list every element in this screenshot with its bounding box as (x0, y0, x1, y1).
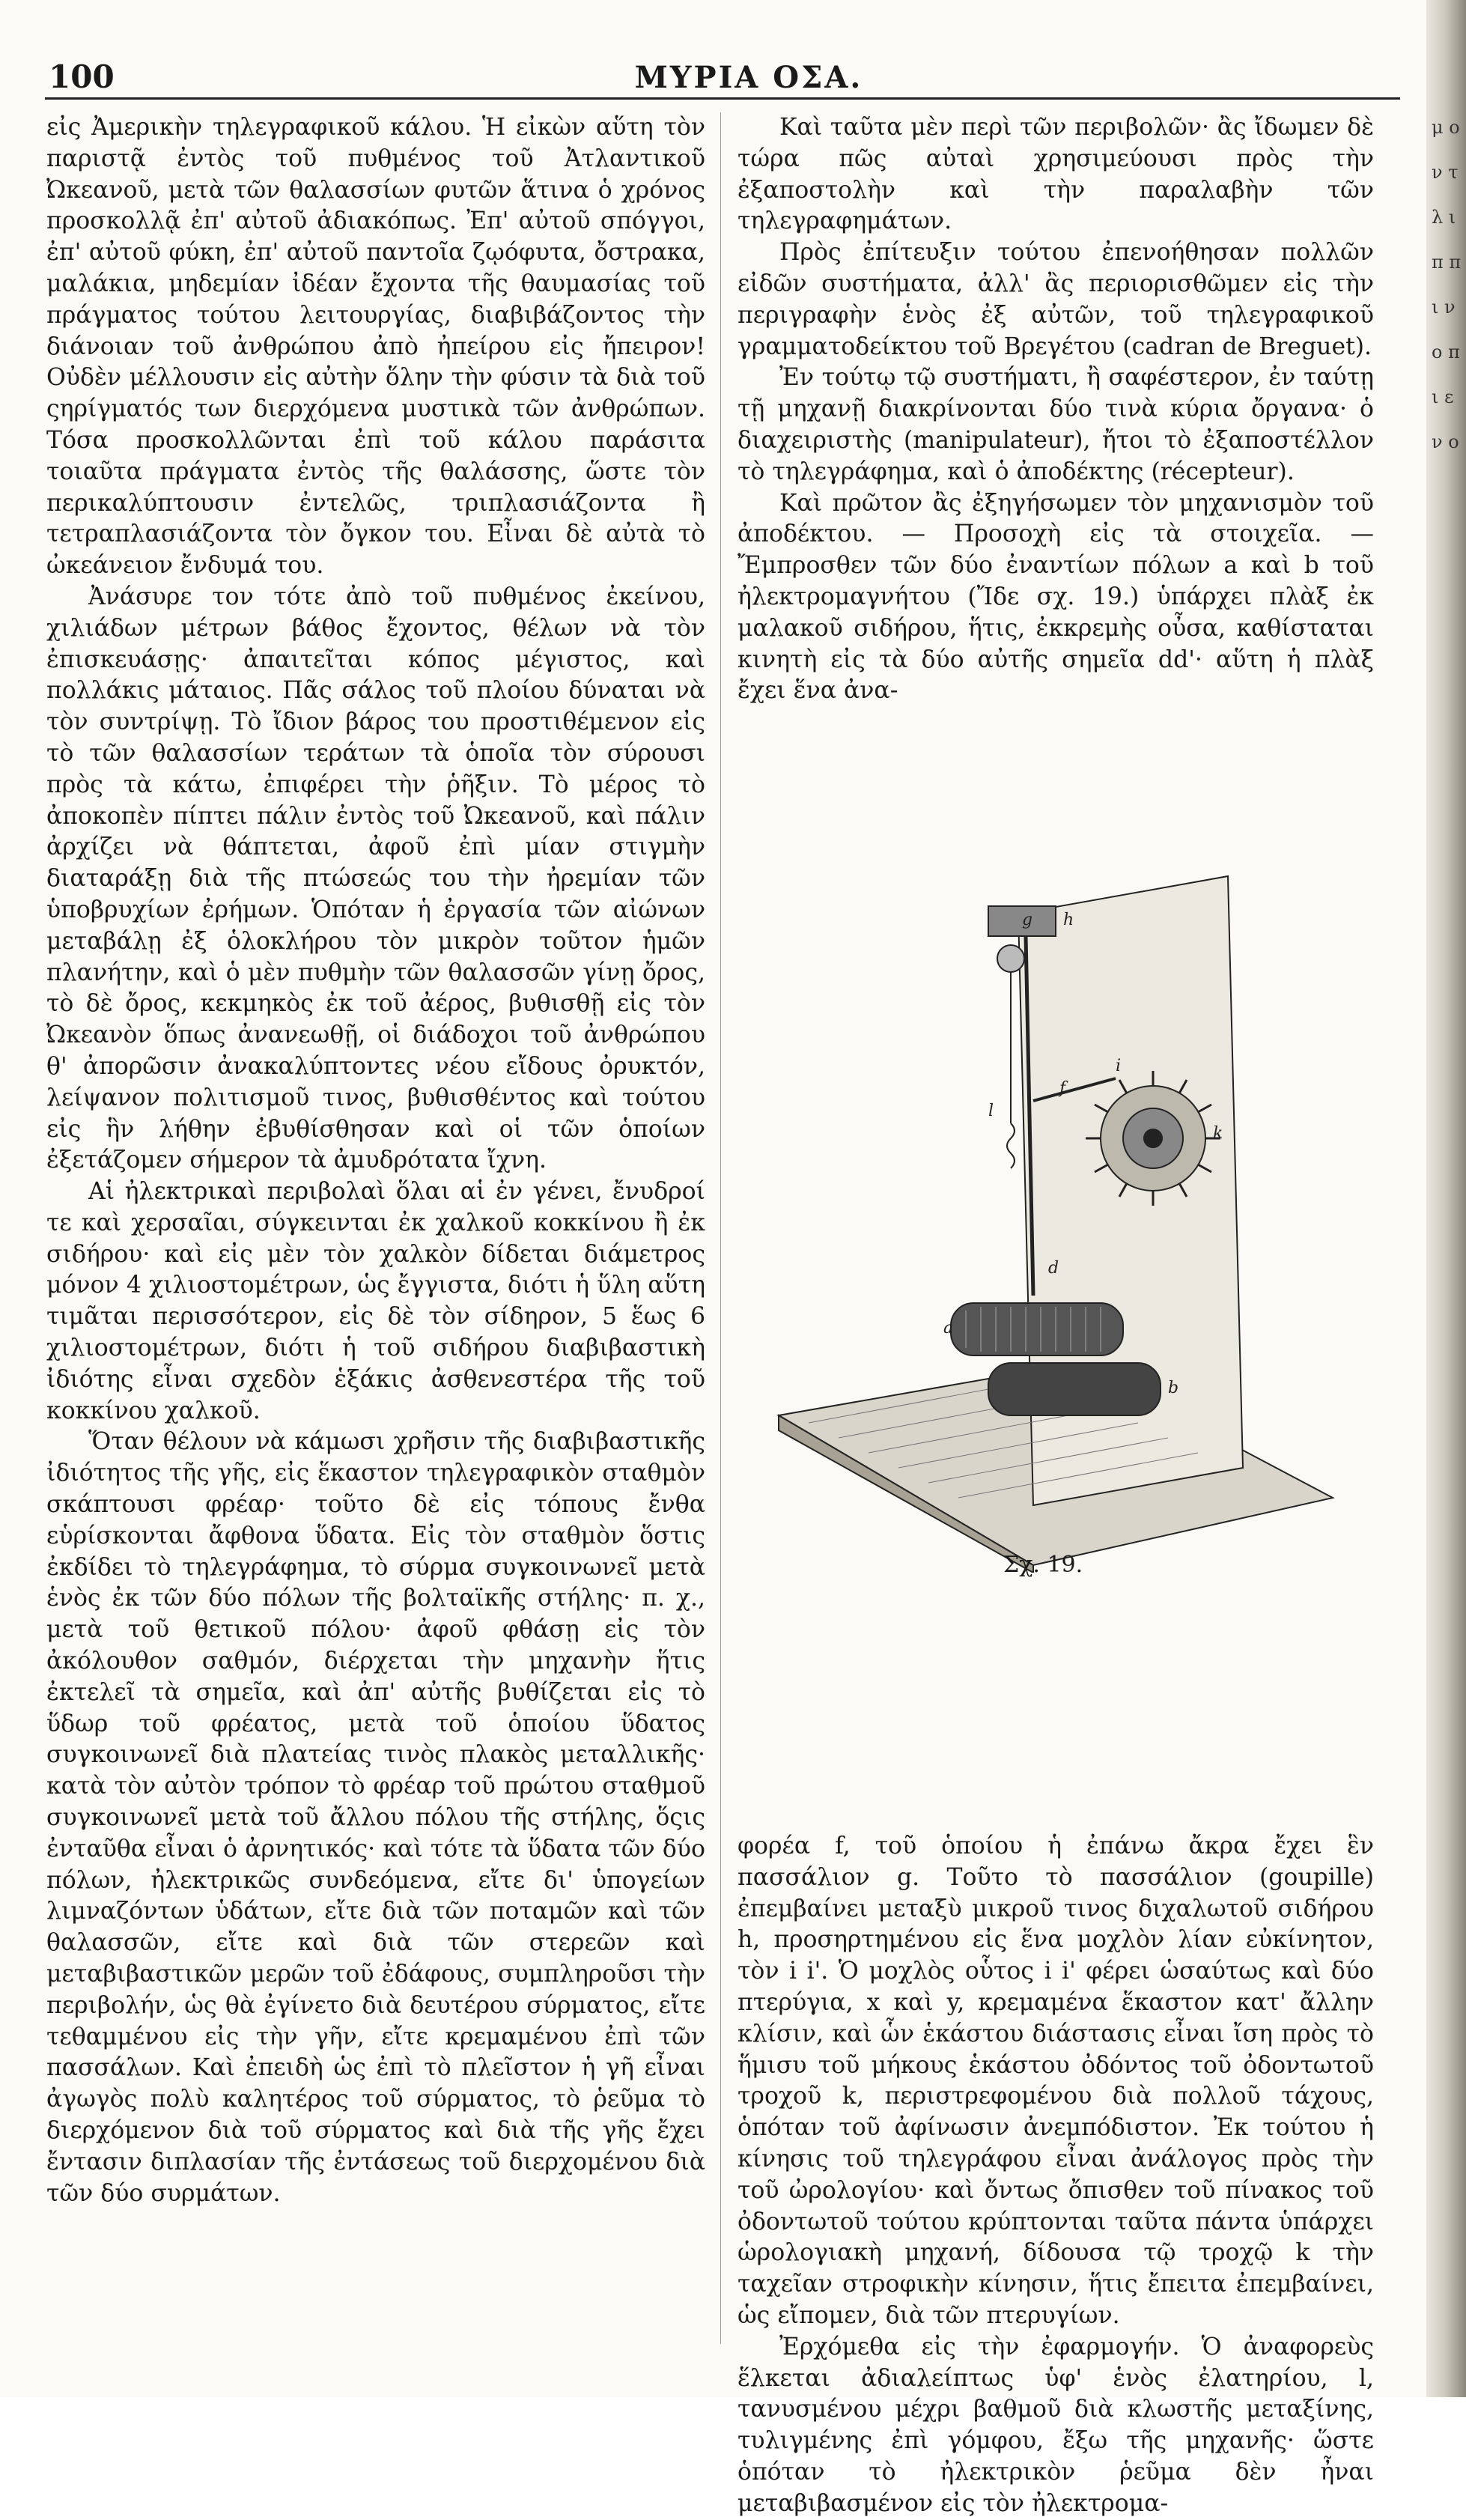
column-divider (720, 112, 721, 2344)
label-d: d (1048, 1259, 1059, 1278)
paragraph: Ἐν τούτῳ τῷ συστήματι, ἢ σαφέστερον, ἐν ταύτῃ τῇ μηχανῇ διακρίνονται δύο τινὰ κύρια ὄργανα· ὁ διαχειριστὴς (manipulateur), ἤτοι τὸ ἐξαποστέλλον τὸ τηλεγράφημα, καὶ ὁ ἀποδέκτης (récepteur). (737, 364, 1374, 485)
label-h: h (1063, 911, 1074, 929)
label-l: l (988, 1102, 994, 1120)
pulley (997, 945, 1024, 972)
paragraph: εἰς Ἀμερικὴν τηλεγραφικοῦ κάλου. Ἡ εἰκὼν αὕτη τὸν παριστᾷ ἐντὸς τοῦ πυθμένος τοῦ Ἀτλαντικοῦ Ὠκεανοῦ, μετὰ τῶν θαλασσίων φυτῶν ἅτινα ὁ χρόνος προσκολλᾷ ἐπ' αὐτοῦ ἀδιακόπως. Ἐπ' αὐτοῦ σπόγγοι, ἐπ' αὐτοῦ φύκη, ἐπ' αὐτοῦ παντοῖα ζῳόφυτα, ὄστρακα, μαλάκια, μηδεμίαν ἰδέαν ἔχοντα τῆς θαυμασίας τοῦ πράγματος τούτου λειτουργίας, διαβιβάζοντος τὴν διάνοιαν τοῦ ἀνθρώπου ἀπὸ ἠπείρου εἰς ἤπειρον! Οὐδὲν μέλλουσιν εἰς αὐτὴν ὅλην τὴν φύσιν τὰ διὰ τοῦ ςηρίγματός των διερχόμενα μυστικὰ τῶν ἀνθρώπων. Τόσα προσκολλῶνται ἐπὶ τοῦ κάλου παράσιτα τοιαῦτα πράγματα ἐντὸς τῆς θαλάσσης, ὥστε τὸν περικαλύπτουσιν ἐντελῶς, τριπλασιάζοντα ἢ τετραπλασιάζοντα τὸν ὄγκον του. Εἶναι δὲ αὐτὰ τὸ ὠκεάνειον ἔνδυμά του. (46, 114, 705, 580)
paragraph: φορέα f, τοῦ ὁποίου ἡ ἐπάνω ἄκρα ἔχει ἓν πασσάλιον g. Τοῦτο τὸ πασσάλιον (goupille) ἐπεμβαίνει μεταξὺ μικροῦ τινος διχαλωτοῦ σιδήρου h, προσηρτημένου εἰς ἕνα μοχλὸν λίαν εὐκίνητον, τὸν i i'. Ὁ μοχλὸς οὗτος i i' φέρει ὡσαύτως καὶ δύο πτερύγια, x καὶ y, κρεμαμένα ἕκαστον κατ' ἄλλην κλίσιν, καὶ ὧν ἑκάστου διάστασις εἶναι ἴση πρὸς τὸ ἥμισυ τοῦ μήκους ἑκάστου ὀδόντος τοῦ ὀδοντωτοῦ τροχοῦ k, περιστρεφομένου διὰ πολλοῦ τάχους, ὁπόταν τοῦ ἀφίνωσιν ἀνεμπόδιστον. Ἐκ τούτου ἡ κίνησις τοῦ τηλεγράφου εἶναι ἀνάλογος πρὸς τὴν τοῦ ὠρολογίου· καὶ ὄντως ὄπισθεν τοῦ πίνακος τοῦ ὀδοντωτοῦ τούτου κρύπτονται ταῦτα πάντα ὑπάρχει ὡρολογιακὴ μηχανή, δίδουσα τῷ τροχῷ k τὴν ταχεῖαν στροφικὴν κίνησιν, ἥτις ἔπειτα ἐπεμβαίνει, ὡς εἴπομεν, διὰ τῶν πτερυγίων. (737, 1833, 1374, 2329)
spring-l (1007, 1123, 1015, 1168)
label-f: f (1059, 1079, 1066, 1098)
label-i: i (1116, 1057, 1122, 1075)
paragraph: Ἐρχόμεθα εἰς τὴν ἐφαρμογήν. Ὁ ἀναφορεὺς ἕλκεται ἀδιαλείπτως ὑφ' ἑνὸς ἐλατηρίου, l, τανυσμένου μέχρι βαθμοῦ διὰ κλωστῆς μεταξίνης, τυλιγμένης ἐπὶ γόμφου, ἔξω τῆς μηχανῆς· ὥστε ὁπόταν τὸ ἠλεκτρικὸν ῥεῦμα δὲν ἦναι μεταβιβασμένον εἰς τὸν ἠλεκτρομα- (737, 2333, 1374, 2517)
label-g: g (1022, 911, 1033, 929)
label-k: k (1213, 1124, 1223, 1143)
left-column (46, 112, 705, 2209)
right-column-bottom (737, 1831, 1374, 2520)
paragraph: Ἀνάσυρε τον τότε ἀπὸ τοῦ πυθμένος ἐκείνου, χιλιάδων μέτρων βάθος ἔχοντος, θέλων νὰ τὸν ἐπισκευάσῃς· ἀπαιτεῖται κόπος μέγιστος, καὶ πολλάκις μάταιος. Πᾶς σάλος τοῦ πλοίου δύναται νὰ τὸν συντρίψῃ. Τὸ ἴδιον βάρος του προστιθέμενον εἰς τὸ τῶν θαλασσίων τεράτων τὰ ὁποῖα τὸν σύρουσι πρὸς τὰ κάτω, ἐπιφέρει τὴν ῥῆξιν. Τὸ μέρος τὸ ἀποκοπὲν πίπτει πάλιν ἐντὸς τοῦ Ὠκεανοῦ, καὶ πάλιν ἀρχίζει νὰ θάπτεται, ἀφοῦ ἐπὶ μίαν στιγμὴν διαταράξῃ διὰ τῆς πτώσεώς του τὴν ἠρεμίαν τῶν ὑποβρυχίων ἐρήμων. Ὁπόταν ἡ ἐργασία τῶν αἰώνων μεταβάλῃ ἐξ ὁλοκλήρου τὸν μικρὸν τοῦτον ἡμῶν πλανήτην, καὶ ὁ μὲν πυθμὴν τῶν θαλασσῶν γίνῃ ὄρος, τὸ δὲ ὄρος, κεκμηκὸς ἐκ τοῦ ἀέρος, βυθισθῇ εἰς τὸν Ὠκεανὸν ὅπως ἀνανεωθῇ, οἱ διάδοχοι τοῦ ἀνθρώπου θ' ἀπορῶσιν ἀνακαλύπτοντες νέου εἴδους ὀρυκτόν, λείψανον πολιτισμοῦ τινος, βυθισθέντος καὶ τούτου εἰς ἣν λήθην ἐβυθίσθησαν καὶ οἱ τῶν ὁποίων ἐξετάζομεν σήμερον τὰ ἀμυδρότατα ἴχνη. (46, 583, 705, 1174)
paragraph: Αἱ ἠλεκτρικαὶ περιβολαὶ ὅλαι αἱ ἐν γένει, ἔνυδροί τε καὶ χερσαῖαι, σύγκεινται ἐκ χαλκοῦ κοκκίνου ἢ ἐκ σιδήρου· καὶ εἰς μὲν τὸν χαλκὸν δίδεται διάμετρος μόνον 4 χιλιοστομέτρων, ὡς ἔγγιστα, διότι ἡ ὕλη αὕτη τιμᾶται περισσότερον, εἰς δὲ τὸν σίδηρον, 5 ἕως 6 χιλιοστομέτρων, διότι ἡ τοῦ σιδήρου διαβιβαστικὴ ἰδιότης εἶναι σχεδὸν ἑξάκις ἀσθενεστέρα τῆς τοῦ κοκκίνου χαλκοῦ. (46, 1178, 705, 1424)
label-a: a (943, 1319, 954, 1338)
paragraph: Καὶ πρῶτον ἂς ἐξηγήσωμεν τὸν μηχανισμὸν τοῦ ἀποδέκτου. — Προσοχὴ εἰς τὰ στοιχεῖα. — Ἔμπροσθεν τῶν δύο ἐναντίων πόλων a καὶ b τοῦ ἠλεκτρομαγνήτου (Ἴδε σχ. 19.) ὑπάρχει πλὰξ ἐκ μαλακοῦ σιδήρου, ἥτις, ἐκκρεμὴς οὖσα, καθίσταται κινητὴ εἰς τὰ δύο αὐτῆς σημεῖα dd'· αὕτη ἡ πλὰξ ἔχει ἕνα ἀνα- (737, 489, 1374, 705)
paragraph: Πρὸς ἐπίτευξιν τούτου ἐπενοήθησαν πολλῶν εἰδῶν συστήματα, ἀλλ' ἂς περιορισθῶμεν εἰς τὴν περιγραφὴν ἑνὸς ἐξ αὐτῶν, τοῦ τηλεγραφικοῦ γραμματοδείκτου τοῦ Βρεγέτου (cadran de Breguet). (737, 239, 1374, 360)
page-header (45, 52, 1400, 100)
figure-caption: Σχ. 19. (1003, 1552, 1083, 1578)
page-number: 100 (49, 58, 115, 95)
label-b: b (1168, 1379, 1179, 1397)
figure-19-receptor-engraving (764, 854, 1348, 1573)
adjacent-page-letters: μ ο ν τ λ ι π π ι ν ο π ι ε ν ο (1432, 117, 1462, 452)
running-title: ΜΥΡΙΑ ΟΣΑ. (634, 60, 863, 95)
right-column-top (737, 112, 1374, 707)
paragraph: Ὅταν θέλουν νὰ κάμωσι χρῆσιν τῆς διαβιβαστικῆς ἰδιότητος τῆς γῆς, εἰς ἕκαστον τηλεγραφικὸν σταθμὸν σκάπτουσι φρέαρ· τοῦτο δὲ εἰς τόπους ἔνθα εὑρίσκονται ἄφθονα ὕδατα. Εἰς τὸν σταθμὸν ὅστις ἐκδίδει τὸ τηλεγράφημα, τὸ σύρμα συγκοινωνεῖ μετὰ ἑνὸς ἐκ τῶν δύο πόλων τῆς βολταϊκῆς στήλης· π. χ., μετὰ τοῦ θετικοῦ πόλου· ἀφοῦ φθάσῃ εἰς τὸν ἀκόλουθον σαθμόν, διέρχεται τὴν μηχανὴν ἥτις ἐκτελεῖ τὰ σημεῖα, καὶ ἀπ' αὐτῆς βυθίζεται εἰς τὸ ὕδωρ τοῦ φρέατος, μετὰ τοῦ ὁποίου ὕδατος συγκοινωνεῖ διὰ πλατείας τινὸς πλακὸς μεταλλικῆς· κατὰ τὸν αὐτὸν τρόπον τὸ φρέαρ τοῦ πρώτου σταθμοῦ συγκοινωνεῖ μετὰ τοῦ ἄλλου πόλου τῆς στήλης, ὅςις ἐνταῦθα εἶναι ὁ ἀρνητικός· καὶ τότε τὰ ὕδατα τῶν δύο πόλων, ἠλεκτρικῶς συνδεόμενα, εἴτε δι' ὑπογείων λιμναζόντων ὑδάτων, εἴτε διὰ τῶν ποταμῶν καὶ τῶν θαλασσῶν, εἴτε καὶ διὰ τῶν στερεῶν καὶ μεταβιβαστικῶν μερῶν τοῦ ἐδάφους, συμπληροῦσι τὴν περιβολήν, ὡς θὰ ἐγίνετο διὰ δευτέρου σύρματος, εἴτε τεθαμμένου εἰς τὴν γῆν, εἴτε κρεμαμένου ἐπὶ τῶν πασσάλων. Καὶ ἐπειδὴ ὡς ἐπὶ τὸ πλεῖστον ἡ γῆ εἶναι ἀγωγὸς πολὺ καλητέρος τοῦ σύρματος, τὸ ῥεῦμα τὸ διερχόμενον διὰ τοῦ σύρματος καὶ διὰ τῆς γῆς ἔχει ἔντασιν διπλασίαν τῆς ἐντάσεως τοῦ διερχομένου διὰ τῶν δύο συρμάτων. (46, 1428, 705, 2207)
paragraph: Καὶ ταῦτα μὲν περὶ τῶν περιβολῶν· ἂς ἴδωμεν δὲ τώρα πῶς αὐταὶ χρησιμεύουσι πρὸς τὴν ἐξαποστολὴν καὶ τὴν παραλαβὴν τῶν τηλεγραφημάτων. (737, 114, 1374, 235)
